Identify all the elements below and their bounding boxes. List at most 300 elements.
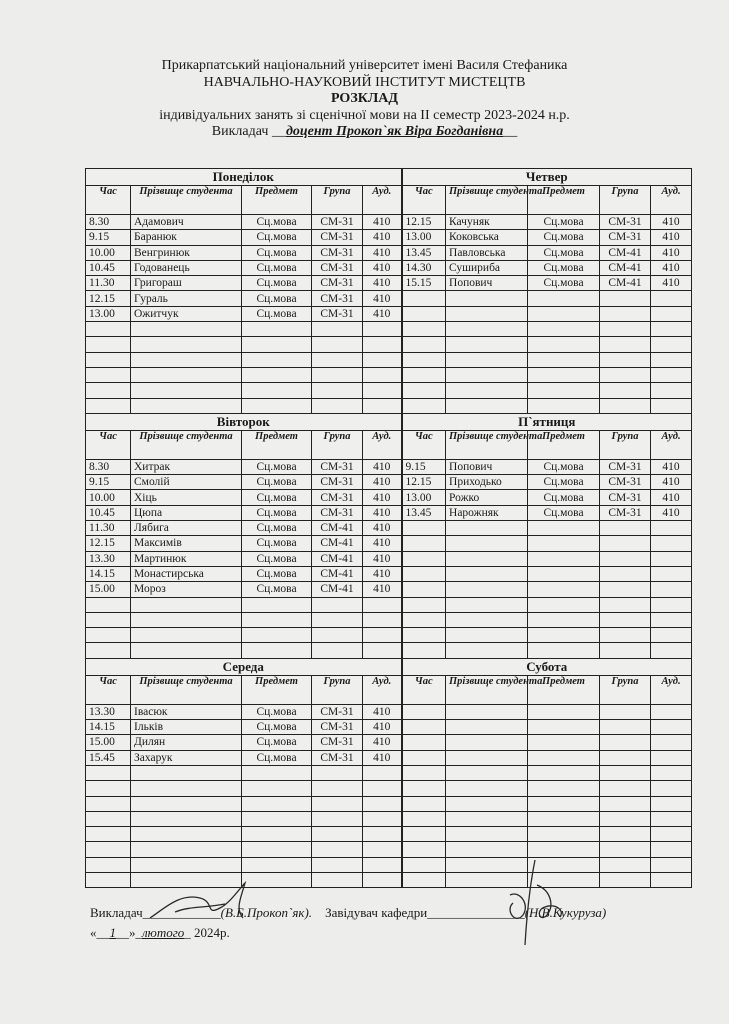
cell-group — [600, 521, 651, 536]
cell-student — [446, 612, 528, 627]
signature-line: Викладач____________(В.Б.Прокоп`як). Завідувач кафедри_______________(Н.В.Кукуруза) — [90, 905, 607, 920]
table-row — [86, 260, 692, 275]
cell-group — [600, 796, 651, 811]
cell-subject — [242, 857, 312, 872]
table-row — [86, 337, 692, 352]
table-row — [86, 582, 692, 597]
cell-subject: Сц.мова — [242, 566, 312, 581]
cell-group — [312, 781, 363, 796]
cell-time — [86, 612, 131, 627]
cell-room: 410 — [651, 475, 692, 490]
cell-room — [651, 383, 692, 398]
cell-group — [600, 367, 651, 382]
cell-subject — [528, 582, 600, 597]
cell-room — [651, 291, 692, 306]
cell-time — [402, 398, 446, 413]
cell-subject: Сц.мова — [242, 459, 312, 474]
table-row — [86, 811, 692, 826]
table-row — [86, 383, 692, 398]
cell-student — [131, 398, 242, 413]
cell-student — [131, 322, 242, 337]
cell-subject: Сц.мова — [242, 521, 312, 536]
table-row — [86, 551, 692, 566]
column-header-time: Час — [86, 186, 131, 215]
institute-name: НАВЧАЛЬНО-НАУКОВИЙ ІНСТИТУТ МИСТЕЦТВ — [203, 74, 526, 90]
column-header-subject: Предмет — [528, 186, 600, 215]
cell-student — [446, 536, 528, 551]
table-row — [86, 628, 692, 643]
date-open-quote: « — [90, 925, 97, 940]
cell-student: Ожитчук — [131, 306, 242, 321]
day-name: Понеділок — [86, 169, 402, 186]
cell-time — [86, 367, 131, 382]
cell-group — [312, 872, 363, 887]
cell-room: 410 — [363, 459, 402, 474]
cell-room: 410 — [651, 215, 692, 230]
cell-student — [446, 383, 528, 398]
cell-time — [402, 842, 446, 857]
cell-student — [446, 582, 528, 597]
cell-subject — [528, 704, 600, 719]
cell-subject — [528, 337, 600, 352]
cell-group: СМ-31 — [312, 475, 363, 490]
cell-subject: Сц.мова — [528, 505, 600, 520]
cell-room: 410 — [651, 276, 692, 291]
cell-time — [402, 383, 446, 398]
cell-subject: Сц.мова — [242, 276, 312, 291]
cell-student — [446, 551, 528, 566]
cell-subject — [242, 765, 312, 780]
cell-subject: Сц.мова — [242, 245, 312, 260]
table-row — [86, 536, 692, 551]
cell-subject: Сц.мова — [528, 245, 600, 260]
cell-room — [363, 628, 402, 643]
cell-subject — [528, 322, 600, 337]
table-row — [86, 643, 692, 658]
cell-room — [651, 704, 692, 719]
cell-group: СМ-31 — [600, 459, 651, 474]
column-header-time: Час — [402, 675, 446, 704]
cell-room: 410 — [363, 260, 402, 275]
cell-subject: Сц.мова — [242, 720, 312, 735]
cell-group: СМ-31 — [600, 475, 651, 490]
cell-student — [446, 781, 528, 796]
cell-group — [312, 383, 363, 398]
lecturer-tail: __ — [503, 124, 518, 139]
cell-time: 10.00 — [86, 245, 131, 260]
table-row — [86, 306, 692, 321]
cell-student: Попович — [446, 276, 528, 291]
column-header-room: Ауд. — [363, 675, 402, 704]
cell-student — [446, 291, 528, 306]
cell-time — [402, 536, 446, 551]
day-name: Середа — [86, 658, 402, 675]
table-row — [86, 521, 692, 536]
cell-subject — [528, 597, 600, 612]
cell-subject — [528, 383, 600, 398]
cell-time — [86, 597, 131, 612]
cell-room: 410 — [363, 505, 402, 520]
cell-student: Венгринюк — [131, 245, 242, 260]
cell-time — [402, 306, 446, 321]
table-row — [86, 704, 692, 719]
cell-subject — [242, 352, 312, 367]
cell-group — [600, 612, 651, 627]
cell-time — [402, 352, 446, 367]
cell-time — [402, 612, 446, 627]
table-row — [86, 230, 692, 245]
cell-room — [651, 337, 692, 352]
cell-group: СМ-31 — [312, 276, 363, 291]
cell-subject: Сц.мова — [528, 215, 600, 230]
cell-student — [446, 398, 528, 413]
cell-subject — [242, 781, 312, 796]
cell-student — [131, 811, 242, 826]
cell-group — [600, 765, 651, 780]
column-header-group: Група — [600, 186, 651, 215]
cell-group — [600, 337, 651, 352]
cell-subject — [528, 735, 600, 750]
cell-room: 410 — [363, 735, 402, 750]
cell-time — [86, 643, 131, 658]
cell-room — [651, 628, 692, 643]
cell-subject — [528, 536, 600, 551]
column-header-time: Час — [402, 186, 446, 215]
cell-room — [651, 551, 692, 566]
cell-time — [86, 872, 131, 887]
lecturer-signature — [145, 878, 255, 928]
cell-student: Годованець — [131, 260, 242, 275]
cell-room — [651, 398, 692, 413]
cell-group — [600, 322, 651, 337]
cell-room — [651, 352, 692, 367]
document-header — [0, 58, 729, 141]
cell-time — [86, 765, 131, 780]
cell-group — [600, 827, 651, 842]
cell-time — [402, 322, 446, 337]
cell-time — [402, 765, 446, 780]
cell-subject: Сц.мова — [528, 490, 600, 505]
cell-room — [651, 566, 692, 581]
cell-time — [402, 521, 446, 536]
column-header-row — [86, 675, 692, 704]
cell-subject — [242, 643, 312, 658]
cell-student: Смолій — [131, 475, 242, 490]
cell-subject: Сц.мова — [242, 704, 312, 719]
cell-room — [651, 827, 692, 842]
cell-group — [600, 628, 651, 643]
table-row — [86, 352, 692, 367]
cell-student — [446, 352, 528, 367]
cell-subject — [242, 337, 312, 352]
cell-subject: Сц.мова — [242, 475, 312, 490]
cell-subject: Сц.мова — [528, 475, 600, 490]
cell-group — [600, 720, 651, 735]
cell-group — [312, 612, 363, 627]
cell-group — [312, 597, 363, 612]
cell-room — [363, 842, 402, 857]
cell-subject — [528, 398, 600, 413]
cell-room: 410 — [363, 704, 402, 719]
cell-student: Сушириба — [446, 260, 528, 275]
cell-room: 410 — [363, 215, 402, 230]
cell-subject: Сц.мова — [242, 505, 312, 520]
cell-group — [600, 811, 651, 826]
cell-time: 11.30 — [86, 521, 131, 536]
cell-group: СМ-31 — [312, 245, 363, 260]
date-line: «__1__»_лютого_ 2024р. — [90, 925, 230, 940]
cell-room — [363, 781, 402, 796]
column-header-subject: Предмет — [528, 675, 600, 704]
table-row — [86, 827, 692, 842]
cell-room: 410 — [363, 566, 402, 581]
cell-room — [651, 796, 692, 811]
cell-student — [131, 352, 242, 367]
cell-subject: Сц.мова — [242, 582, 312, 597]
cell-room — [363, 337, 402, 352]
cell-subject — [528, 352, 600, 367]
cell-time: 13.45 — [402, 505, 446, 520]
cell-group — [600, 735, 651, 750]
cell-student: Качуняк — [446, 215, 528, 230]
table-row — [86, 720, 692, 735]
cell-subject — [528, 781, 600, 796]
cell-student: Мартинюк — [131, 551, 242, 566]
cell-room — [363, 352, 402, 367]
cell-room — [363, 765, 402, 780]
cell-group — [312, 811, 363, 826]
cell-student — [131, 827, 242, 842]
cell-student: Приходько — [446, 475, 528, 490]
cell-time — [86, 322, 131, 337]
table-row — [86, 459, 692, 474]
cell-student — [446, 628, 528, 643]
cell-group: СМ-31 — [312, 230, 363, 245]
cell-room — [651, 536, 692, 551]
cell-subject: Сц.мова — [242, 230, 312, 245]
lecturer-sign-name: (В.Б.Прокоп`як). — [220, 905, 313, 920]
schedule-table — [85, 168, 692, 888]
cell-subject: Сц.мова — [242, 551, 312, 566]
cell-student: Хіць — [131, 490, 242, 505]
cell-time — [402, 735, 446, 750]
cell-student: Мороз — [131, 582, 242, 597]
table-row — [86, 735, 692, 750]
column-header-student: Прізвище студента — [131, 675, 242, 704]
cell-subject — [242, 842, 312, 857]
cell-group: СМ-31 — [312, 260, 363, 275]
cell-subject — [528, 796, 600, 811]
column-header-time: Час — [86, 675, 131, 704]
date-close-quote: » — [129, 925, 136, 940]
cell-group: СМ-41 — [600, 245, 651, 260]
column-header-student: Прізвище студента — [446, 186, 528, 215]
table-row — [86, 796, 692, 811]
cell-room: 410 — [651, 260, 692, 275]
cell-student — [131, 765, 242, 780]
cell-room: 410 — [651, 490, 692, 505]
cell-student — [446, 704, 528, 719]
column-header-group: Група — [312, 186, 363, 215]
cell-subject: Сц.мова — [242, 490, 312, 505]
cell-subject — [528, 628, 600, 643]
column-header-room: Ауд. — [651, 675, 692, 704]
cell-subject — [528, 765, 600, 780]
cell-subject — [242, 383, 312, 398]
cell-group: СМ-31 — [600, 215, 651, 230]
cell-group — [600, 857, 651, 872]
cell-subject — [528, 291, 600, 306]
cell-group — [312, 842, 363, 857]
cell-group: СМ-31 — [312, 291, 363, 306]
cell-subject: Сц.мова — [528, 276, 600, 291]
cell-student — [446, 827, 528, 842]
cell-subject: Сц.мова — [242, 215, 312, 230]
cell-time — [402, 628, 446, 643]
cell-group: СМ-31 — [312, 306, 363, 321]
cell-subject — [242, 398, 312, 413]
day-name: Вівторок — [86, 413, 402, 430]
cell-time: 9.15 — [86, 230, 131, 245]
cell-time — [402, 551, 446, 566]
table-row — [86, 765, 692, 780]
cell-group — [600, 352, 651, 367]
table-row — [86, 842, 692, 857]
cell-group — [600, 704, 651, 719]
cell-group — [600, 597, 651, 612]
cell-subject — [242, 827, 312, 842]
cell-time — [402, 337, 446, 352]
cell-time — [86, 628, 131, 643]
cell-group — [600, 551, 651, 566]
cell-time: 8.30 — [86, 459, 131, 474]
cell-group: СМ-31 — [312, 459, 363, 474]
cell-subject — [528, 643, 600, 658]
cell-room — [651, 597, 692, 612]
cell-time — [402, 796, 446, 811]
cell-room — [363, 796, 402, 811]
cell-group — [312, 398, 363, 413]
cell-group — [600, 306, 651, 321]
cell-room: 410 — [363, 490, 402, 505]
cell-student: Адамович — [131, 215, 242, 230]
column-header-group: Група — [600, 430, 651, 459]
table-row — [86, 398, 692, 413]
cell-room — [651, 842, 692, 857]
cell-room: 410 — [363, 750, 402, 765]
cell-student — [446, 306, 528, 321]
cell-student: Гураль — [131, 291, 242, 306]
cell-group: СМ-41 — [600, 260, 651, 275]
cell-student — [131, 383, 242, 398]
table-row — [86, 322, 692, 337]
cell-time: 12.15 — [402, 475, 446, 490]
cell-time: 14.15 — [86, 720, 131, 735]
cell-time: 15.00 — [86, 735, 131, 750]
cell-student: Івасюк — [131, 704, 242, 719]
cell-room: 410 — [651, 459, 692, 474]
cell-student — [131, 337, 242, 352]
cell-student — [131, 842, 242, 857]
cell-time — [402, 582, 446, 597]
cell-group: СМ-31 — [600, 505, 651, 520]
cell-subject — [528, 566, 600, 581]
cell-time — [86, 827, 131, 842]
cell-room — [363, 857, 402, 872]
cell-student: Ільків — [131, 720, 242, 735]
cell-student — [446, 597, 528, 612]
column-header-row — [86, 430, 692, 459]
cell-group — [312, 367, 363, 382]
cell-subject — [242, 796, 312, 811]
cell-student — [446, 322, 528, 337]
cell-room — [363, 643, 402, 658]
column-header-student: Прізвище студента — [446, 675, 528, 704]
cell-group: СМ-31 — [312, 720, 363, 735]
column-header-room: Ауд. — [651, 430, 692, 459]
cell-group: СМ-31 — [312, 215, 363, 230]
cell-group — [312, 827, 363, 842]
cell-time: 12.15 — [86, 291, 131, 306]
cell-student: Дилян — [131, 735, 242, 750]
cell-subject — [528, 306, 600, 321]
cell-room: 410 — [363, 291, 402, 306]
cell-time — [86, 796, 131, 811]
column-header-subject: Предмет — [528, 430, 600, 459]
table-row — [86, 857, 692, 872]
cell-time — [86, 352, 131, 367]
cell-group — [312, 796, 363, 811]
cell-group: СМ-31 — [312, 735, 363, 750]
document-title: РОЗКЛАД — [330, 91, 399, 106]
cell-student: Монастирська — [131, 566, 242, 581]
date-day: 1 — [109, 925, 116, 940]
cell-group — [600, 398, 651, 413]
date-month: лютого — [142, 925, 185, 940]
cell-subject — [528, 551, 600, 566]
cell-group: СМ-31 — [312, 704, 363, 719]
column-header-group: Група — [312, 675, 363, 704]
cell-time — [402, 566, 446, 581]
table-row — [86, 276, 692, 291]
cell-student: Рожко — [446, 490, 528, 505]
university-name: Прикарпатський національний університет імені Василя Стефаника — [161, 58, 568, 73]
cell-group — [600, 383, 651, 398]
cell-time: 15.15 — [402, 276, 446, 291]
cell-subject: Сц.мова — [242, 735, 312, 750]
head-sign-label: Завідувач кафедри — [325, 905, 428, 920]
column-header-time: Час — [86, 430, 131, 459]
cell-room: 410 — [363, 521, 402, 536]
cell-room: 410 — [363, 276, 402, 291]
cell-time: 8.30 — [86, 215, 131, 230]
cell-group — [600, 750, 651, 765]
table-row — [86, 215, 692, 230]
cell-time — [86, 337, 131, 352]
cell-time — [402, 704, 446, 719]
cell-subject — [242, 612, 312, 627]
column-header-room: Ауд. — [363, 186, 402, 215]
column-header-subject: Предмет — [242, 675, 312, 704]
table-row — [86, 490, 692, 505]
date-year: 2024р. — [194, 925, 230, 940]
cell-room: 410 — [363, 720, 402, 735]
cell-student: Баранюк — [131, 230, 242, 245]
cell-subject: Сц.мова — [528, 260, 600, 275]
cell-student — [446, 367, 528, 382]
cell-room: 410 — [363, 551, 402, 566]
cell-time: 12.15 — [402, 215, 446, 230]
